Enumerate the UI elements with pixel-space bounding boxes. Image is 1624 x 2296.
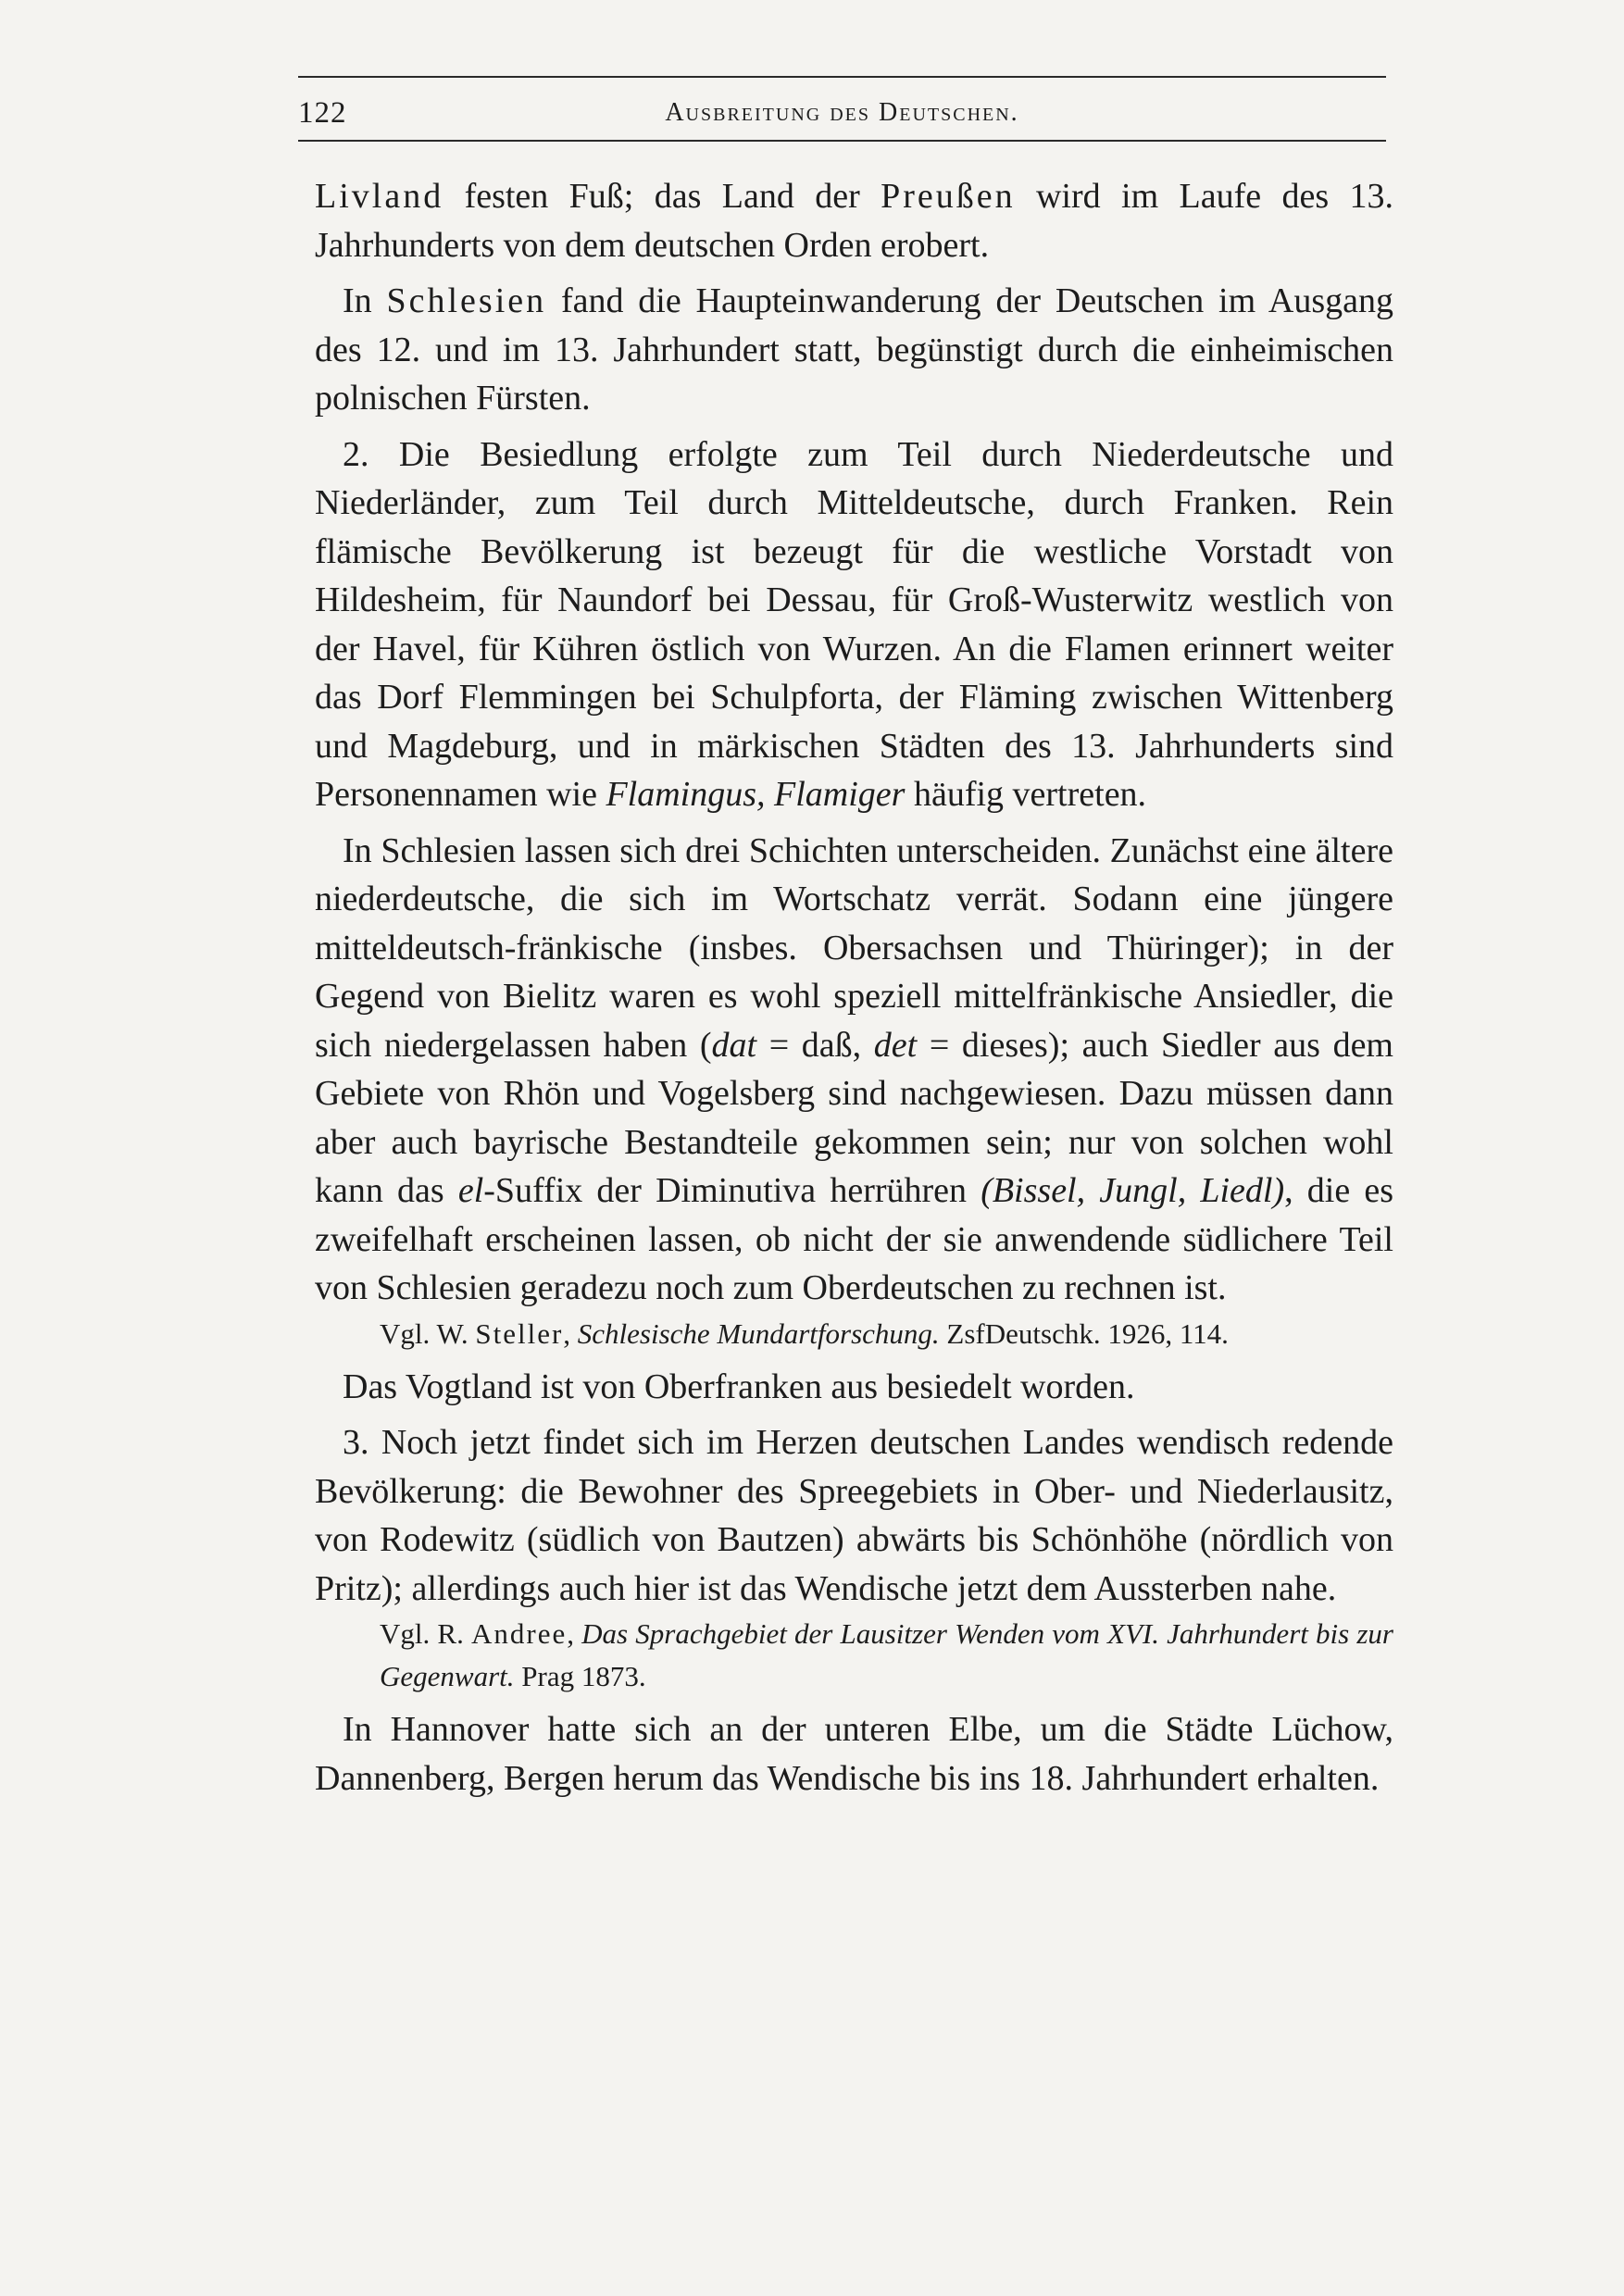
author-andree: Andree xyxy=(471,1617,568,1650)
text-run: = dieses); auch Siedler aus dem Gebiete von Rhön und Vogelsberg sind nachgewiesen. Dazu müssen dann aber auch bayrische Bestandteile gekommen sein; nur von solchen wohl kann das xyxy=(315,1025,1393,1210)
body-text xyxy=(315,172,1393,1803)
reference-note-steller xyxy=(315,1313,1393,1355)
text-run: festen Fuß; das Land der xyxy=(443,177,881,216)
paragraph-livland xyxy=(315,172,1393,269)
text-run: wird im Laufe des 13. Jahrhunderts von dem deutschen Orden erobert. xyxy=(315,177,1393,265)
text-run: In Hannover hatte sich an der unteren Elbe, um die Städte Lüchow, Dannenberg, Bergen herum das Wendische bis ins 18. Jahrhundert erhalten. xyxy=(315,1710,1393,1798)
page-number: 122 xyxy=(298,96,347,130)
italic-det: det xyxy=(873,1025,918,1065)
paragraph-schichten xyxy=(315,827,1393,1313)
text-run: In Schlesien lassen sich drei Schichten unterscheiden. Zunächst eine ältere niederdeutsche, die sich im Wortschatz verrät. Sodann eine jüngere mitteldeutsch-fränkische (insbes. Obersachsen und Thüringer); in der Gegend von Bielitz waren es wohl speziell mittelfränkische Ansiedler, die sich niedergelassen haben ( xyxy=(315,830,1393,1065)
text-run: , die es zweifelhaft erscheinen lassen, ob nicht der sie anwendende südlichere Teil von Schlesien geradezu noch zum Oberdeutschen zu rechnen ist. xyxy=(315,1171,1394,1307)
italic-diminutiva: (Bissel, Jungl, Liedl) xyxy=(981,1171,1285,1210)
emphasis-schlesien: Schlesien xyxy=(386,281,547,320)
text-run: , xyxy=(567,1617,582,1650)
text-run: Vgl. R. xyxy=(380,1617,472,1650)
text-run: Vgl. W. xyxy=(380,1316,476,1350)
header-top-rule xyxy=(298,76,1386,78)
text-run: Das Vogtland ist von Oberfranken aus besiedelt worden. xyxy=(343,1366,1135,1406)
paragraph-besiedlung xyxy=(315,430,1393,819)
paragraph-wendisch xyxy=(315,1418,1393,1613)
paragraph-vogtland xyxy=(315,1363,1393,1412)
text-run: häufig vertreten. xyxy=(905,775,1147,814)
italic-title-andree: Das Sprachgebiet der Lausitzer Wenden vom XVI. Jahrhundert bis zur Gegenwart. xyxy=(380,1617,1393,1692)
emphasis-preussen: Preußen xyxy=(881,177,1016,216)
italic-title-steller: Schlesische Mundartforschung. xyxy=(577,1316,940,1350)
text-run: = daß, xyxy=(756,1025,874,1065)
author-steller: Steller xyxy=(475,1316,564,1350)
italic-el: el xyxy=(457,1171,484,1210)
header-bottom-rule xyxy=(298,140,1386,142)
text-run: 2. Die Besiedlung erfolgte zum Teil durch Niederdeutsche und Niederländer, zum Teil durch Mitteldeutsche, durch Franken. Rein flämische Bevölkerung ist bezeugt für die westliche Vorstadt von Hildesheim, für Naundorf bei Dessau, für Groß-Wusterwitz westlich von der Havel, für Kühren östlich von Wurzen. An die Flamen erinnert weiter das Dorf Flemmingen bei Schulpforta, der Fläming zwischen Wittenberg und Magdeburg, und in märkischen Städten des 13. Jahrhunderts sind Personennamen wie xyxy=(315,434,1393,814)
text-run: Prag 1873. xyxy=(514,1660,646,1692)
text-run: , xyxy=(563,1316,578,1350)
running-header xyxy=(298,96,1386,133)
running-title: Ausbreitung des Deutschen. xyxy=(665,98,1019,127)
italic-names: Flamingus, Flamiger xyxy=(606,775,906,814)
italic-dat: dat xyxy=(711,1025,757,1065)
paragraph-schlesien xyxy=(315,277,1393,423)
reference-note-andree xyxy=(315,1613,1393,1698)
text-run: 3. Noch jetzt findet sich im Herzen deutschen Landes wendisch redende Bevölkerung: die Bewohner des Spreegebiets in Ober- und Niederlausitz, von Rodewitz (südlich von Bautzen) abwärts bis Schönhöhe (nördlich von Pritz); allerdings auch hier ist das Wendische jetzt dem Aussterben nahe. xyxy=(315,1423,1393,1608)
text-run: In xyxy=(343,281,387,320)
emphasis-livland: Livland xyxy=(315,177,444,216)
text-run: fand die Haupteinwanderung der Deutschen im Ausgang des 12. und im 13. Jahrhundert statt, begünstigt durch die einheimischen polnischen Fürsten. xyxy=(315,281,1393,418)
paragraph-hannover xyxy=(315,1705,1393,1803)
text-run: -Suffix der Diminutiva herrühren xyxy=(483,1171,981,1210)
text-run: ZsfDeutschk. 1926, 114. xyxy=(939,1316,1229,1350)
